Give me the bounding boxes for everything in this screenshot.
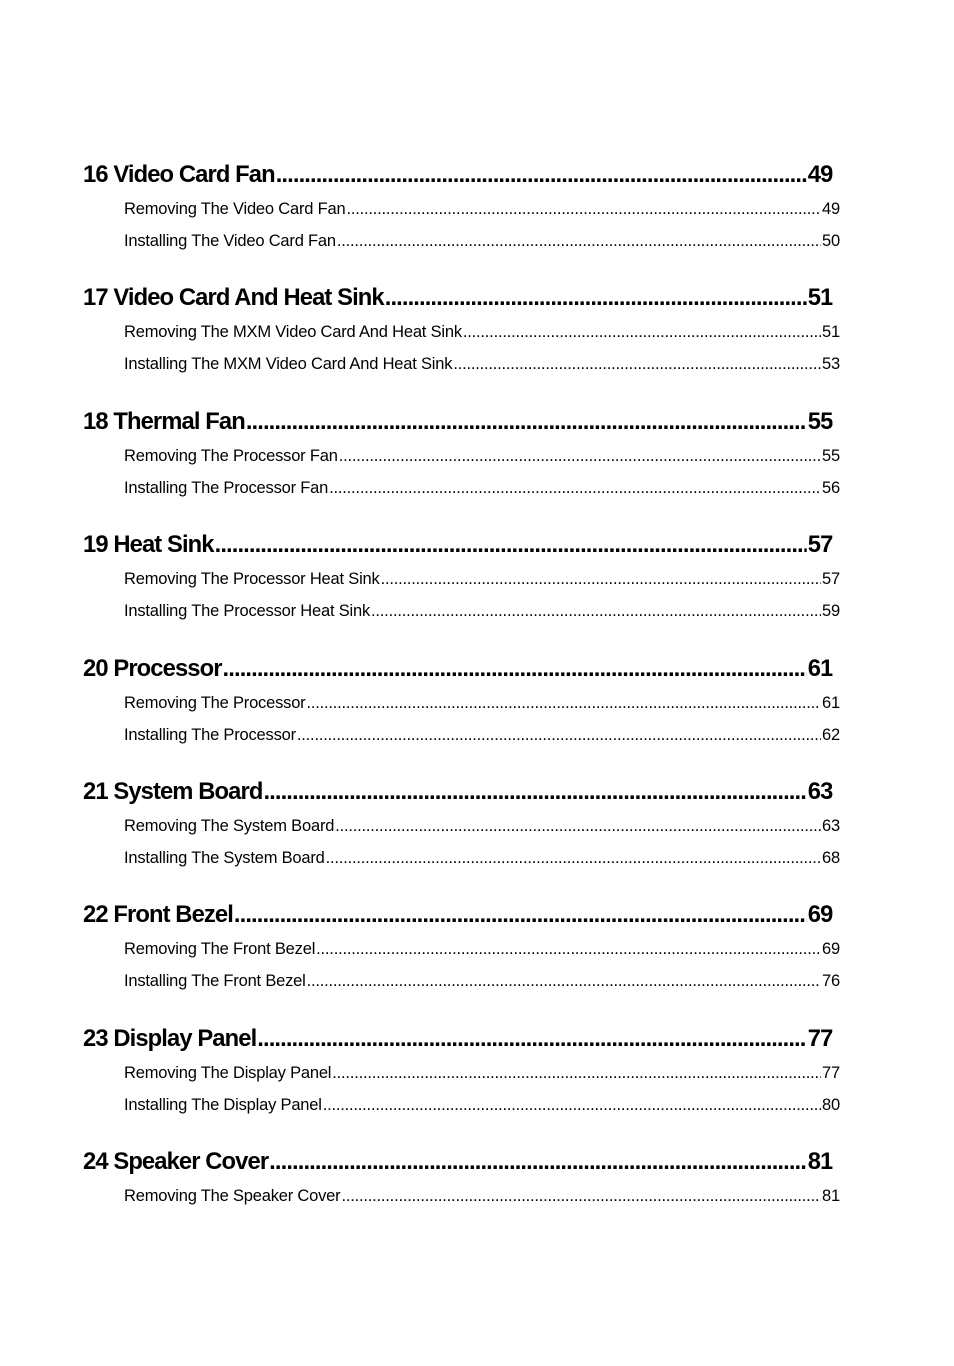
toc-chapter <box>83 896 840 1019</box>
toc-chapter <box>83 156 840 279</box>
section-page-number: 62 <box>822 725 840 744</box>
section-title: Removing The System Board <box>124 816 335 835</box>
dot-leader <box>337 225 821 257</box>
section-entry[interactable] <box>83 316 840 348</box>
toc-chapter <box>83 773 840 896</box>
chapter-entry[interactable] <box>83 156 832 193</box>
chapter-entry[interactable] <box>83 650 832 687</box>
section-title: Installing The Video Card Fan <box>124 232 336 250</box>
toc-chapter <box>83 650 840 773</box>
dot-leader <box>263 773 806 810</box>
section-page-number: 77 <box>822 1063 840 1082</box>
section-page-number: 81 <box>822 1187 840 1206</box>
chapter-page-number: 69 <box>807 901 833 929</box>
toc-chapter <box>83 1020 840 1143</box>
chapter-title: 19 Heat Sink <box>83 531 214 559</box>
chapter-page-number: 51 <box>807 284 833 312</box>
section-entry[interactable] <box>83 348 840 380</box>
section-entry[interactable] <box>83 595 840 627</box>
chapter-title: 17 Video Card And Heat Sink <box>83 284 384 312</box>
section-page-number: 63 <box>822 816 840 835</box>
chapter-page-number: 77 <box>807 1024 833 1052</box>
dot-leader <box>276 156 807 193</box>
dot-leader <box>323 1089 821 1121</box>
dot-leader <box>385 279 807 316</box>
dot-leader <box>246 403 807 440</box>
section-page-number: 55 <box>822 446 840 465</box>
section-entry[interactable] <box>83 842 840 874</box>
chapter-entry[interactable] <box>83 1020 832 1057</box>
dot-leader <box>234 896 807 933</box>
dot-leader <box>453 348 821 380</box>
section-entry[interactable] <box>83 1089 840 1121</box>
dot-leader <box>371 595 821 627</box>
chapter-entry[interactable] <box>83 526 832 563</box>
section-entry[interactable] <box>83 1057 840 1089</box>
section-page-number: 49 <box>822 200 840 218</box>
section-page-number: 57 <box>822 570 840 589</box>
dot-leader <box>326 842 821 874</box>
section-title: Installing The Front Bezel <box>124 972 306 991</box>
dot-leader <box>257 1020 806 1057</box>
section-title: Installing The Processor Heat Sink <box>124 602 371 621</box>
toc-chapter <box>83 279 840 402</box>
section-page-number: 56 <box>822 478 840 497</box>
section-page-number: 50 <box>822 232 840 250</box>
section-title: Removing The Processor Heat Sink <box>124 570 380 589</box>
dot-leader <box>215 526 807 563</box>
dot-leader <box>346 193 821 225</box>
chapter-entry[interactable] <box>83 279 832 316</box>
section-entry[interactable] <box>83 563 840 595</box>
dot-leader <box>269 1143 807 1180</box>
section-page-number: 69 <box>822 940 840 959</box>
chapter-page-number: 49 <box>807 161 833 188</box>
section-entry[interactable] <box>83 965 840 997</box>
section-entry[interactable] <box>83 225 840 257</box>
dot-leader <box>297 719 821 751</box>
chapter-title: 20 Processor <box>83 654 222 682</box>
section-entry[interactable] <box>83 193 840 225</box>
chapter-page-number: 63 <box>807 777 833 805</box>
section-title: Removing The Video Card Fan <box>124 200 346 218</box>
section-entry[interactable] <box>83 472 840 504</box>
chapter-entry[interactable] <box>83 773 832 810</box>
section-entry[interactable] <box>83 933 840 965</box>
section-title: Removing The Processor Fan <box>124 446 338 465</box>
dot-leader <box>223 650 807 687</box>
section-page-number: 51 <box>822 323 840 342</box>
section-title: Removing The Front Bezel <box>124 940 316 959</box>
section-title: Installing The Processor Fan <box>124 478 329 497</box>
section-page-number: 61 <box>822 693 840 712</box>
chapter-title: 18 Thermal Fan <box>83 407 245 435</box>
chapter-title: 22 Front Bezel <box>83 901 233 929</box>
section-title: Removing The Display Panel <box>124 1063 332 1082</box>
section-page-number: 59 <box>822 602 840 621</box>
section-title: Removing The Speaker Cover <box>124 1187 341 1206</box>
section-page-number: 53 <box>822 355 840 374</box>
table-of-contents <box>83 156 840 1267</box>
section-entry[interactable] <box>83 1180 840 1212</box>
chapter-title: 24 Speaker Cover <box>83 1148 269 1176</box>
section-page-number: 68 <box>822 848 840 867</box>
toc-chapter <box>83 403 840 526</box>
chapter-entry[interactable] <box>83 403 832 440</box>
dot-leader <box>463 316 821 348</box>
dot-leader <box>381 563 821 595</box>
chapter-title: 21 System Board <box>83 777 263 805</box>
dot-leader <box>335 810 821 842</box>
section-title: Installing The Processor <box>124 725 296 744</box>
toc-chapter <box>83 1143 840 1266</box>
dot-leader <box>307 965 821 997</box>
section-entry[interactable] <box>83 719 840 751</box>
section-title: Removing The Processor <box>124 693 306 712</box>
dot-leader <box>339 440 821 472</box>
chapter-page-number: 55 <box>807 407 833 435</box>
dot-leader <box>341 1180 821 1212</box>
chapter-page-number: 81 <box>807 1148 833 1176</box>
dot-leader <box>329 472 821 504</box>
chapter-title: 23 Display Panel <box>83 1024 257 1052</box>
section-entry[interactable] <box>83 810 840 842</box>
section-title: Installing The Display Panel <box>124 1095 322 1114</box>
section-page-number: 80 <box>822 1095 840 1114</box>
chapter-entry[interactable] <box>83 896 832 933</box>
section-title: Removing The MXM Video Card And Heat Sink <box>124 323 462 342</box>
chapter-entry[interactable] <box>83 1143 832 1180</box>
toc-chapter <box>83 526 840 649</box>
section-title: Installing The System Board <box>124 848 325 867</box>
chapter-title: 16 Video Card Fan <box>83 161 275 188</box>
chapter-page-number: 57 <box>807 531 833 559</box>
dot-leader <box>306 687 821 719</box>
section-entry[interactable] <box>83 440 840 472</box>
section-page-number: 76 <box>822 972 840 991</box>
section-title: Installing The MXM Video Card And Heat Sink <box>124 355 453 374</box>
dot-leader <box>316 933 821 965</box>
section-entry[interactable] <box>83 687 840 719</box>
dot-leader <box>332 1057 821 1089</box>
chapter-page-number: 61 <box>807 654 833 682</box>
